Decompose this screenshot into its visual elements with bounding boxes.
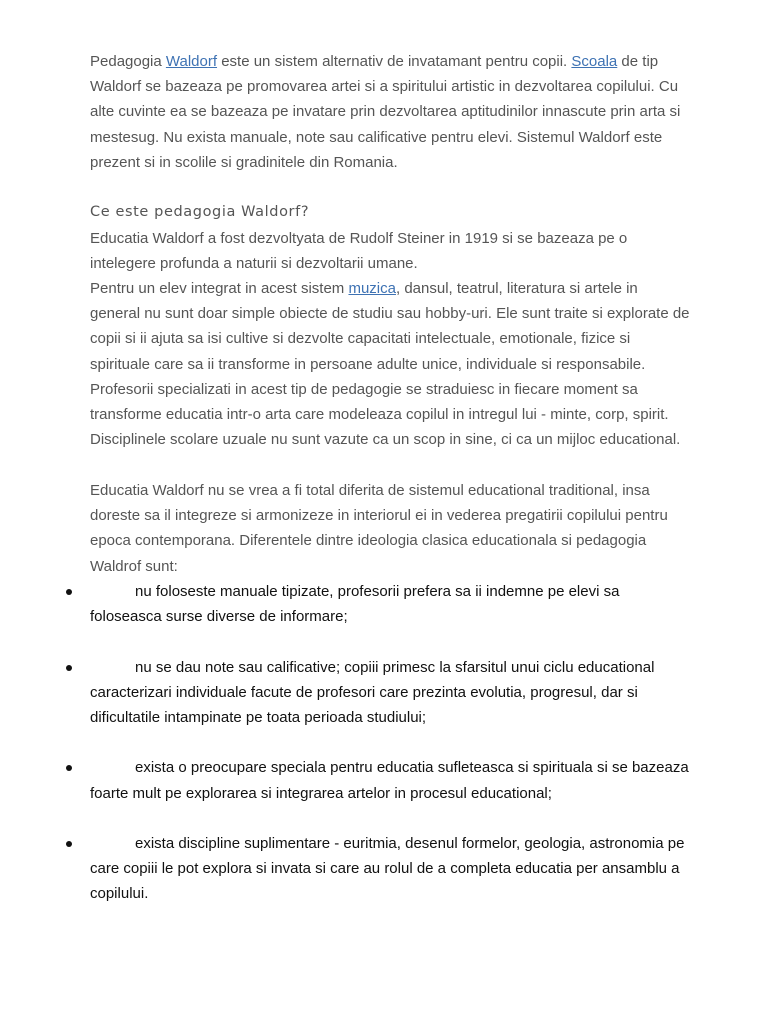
list-item-text: exista o preocupare speciala pentru educatia sufleteasca si spirituala si se bazeaza foarte mult pe explorarea si integrarea artelor in procesul educational; (90, 759, 689, 802)
scoala-link[interactable]: Scoala (571, 53, 618, 70)
section-heading: Ce este pedagogia Waldorf? (90, 204, 310, 220)
bullet-dot-icon (66, 589, 72, 595)
intro-paragraph (90, 49, 690, 175)
body-paragraph-4: Educatia Waldorf nu se vrea a fi total diferita de sistemul educational traditional, insa doreste sa il integreze si armonizeze in interiorul ei in vederea pregatirii copilului pentru epoca contemporana. Diferentele dintre ideologia clasica educationala si pedagogia Waldrof sunt: (90, 482, 668, 575)
list-item (0, 655, 690, 731)
intro-middle: este un sistem alternativ de invatamant pentru copii. (217, 53, 572, 70)
list-item-text: exista discipline suplimentare - euritmia, desenul formelor, geologia, astronomia pe care copiii le pot explora si invata si care au rolul de a completa educatia per ansamblu a copilului. (90, 834, 685, 903)
list-item (0, 579, 690, 629)
bullet-dot-icon (66, 765, 72, 771)
intro-suffix: de tip Waldorf se bazeaza pe promovarea artei si a spiritului artistic in dezvoltarea copilului. Cu alte cuvinte ea se bazeaza pe invatare prin dezvoltarea aptitudinilor innascute prin arta si mestesug. Nu exista manuale, note sau calificative pentru elevi. Sistemul Waldorf este prezent si in scolile si gradinitele din Romania. (90, 53, 681, 171)
list-item-text: nu foloseste manuale tipizate, profesorii prefera sa ii indemne pe elevi sa foloseasca surse diverse de informare; (90, 583, 620, 626)
muzica-link[interactable]: muzica (348, 280, 396, 297)
body-paragraph-1: Educatia Waldorf a fost dezvoltyata de Rudolf Steiner in 1919 si se bazeaza pe o intelegere profunda a naturii si dezvoltarii umane. (90, 230, 628, 273)
bullet-dot-icon (66, 665, 72, 671)
differences-list (0, 579, 768, 932)
intro-prefix: Pedagogia (90, 53, 166, 70)
p2-suffix: , dansul, teatrul, literatura si artele in general nu sunt doar simple obiecte de studiu sau hobby-uri. Ele sunt traite si explorate de copii si ii ajuta sa isi cultive si dezvolte capacitati intelectuale, emotionale, fizice si spirituale care sa ii transforme in persoane adulte unice, individuale si responsabile. (90, 280, 690, 373)
list-item (0, 755, 690, 805)
waldorf-link[interactable]: Waldorf (165, 53, 218, 70)
body-paragraph-3: Profesorii specializati in acest tip de pedagogie se straduiesc in fiecare moment sa transforme educatia intr-o arta care modeleaza copilul in intregul lui - minte, corp, spirit. Disciplinele scolare uzuale nu sunt vazute ca un scop in sine, ci ca un mijloc educational. (90, 381, 681, 449)
bullet-dot-icon (66, 841, 72, 847)
body-paragraph-2 (90, 276, 690, 377)
list-item-text: nu se dau note sau calificative; copiii primesc la sfarsitul unui ciclu educational caracterizari individuale facute de profesori care prezinta evolutia, progresul, dar si dificultatile intampinate pe toata perioada studiului; (90, 658, 655, 726)
p2-prefix: Pentru un elev integrat in acest sistem (90, 280, 349, 297)
list-item (0, 831, 690, 907)
